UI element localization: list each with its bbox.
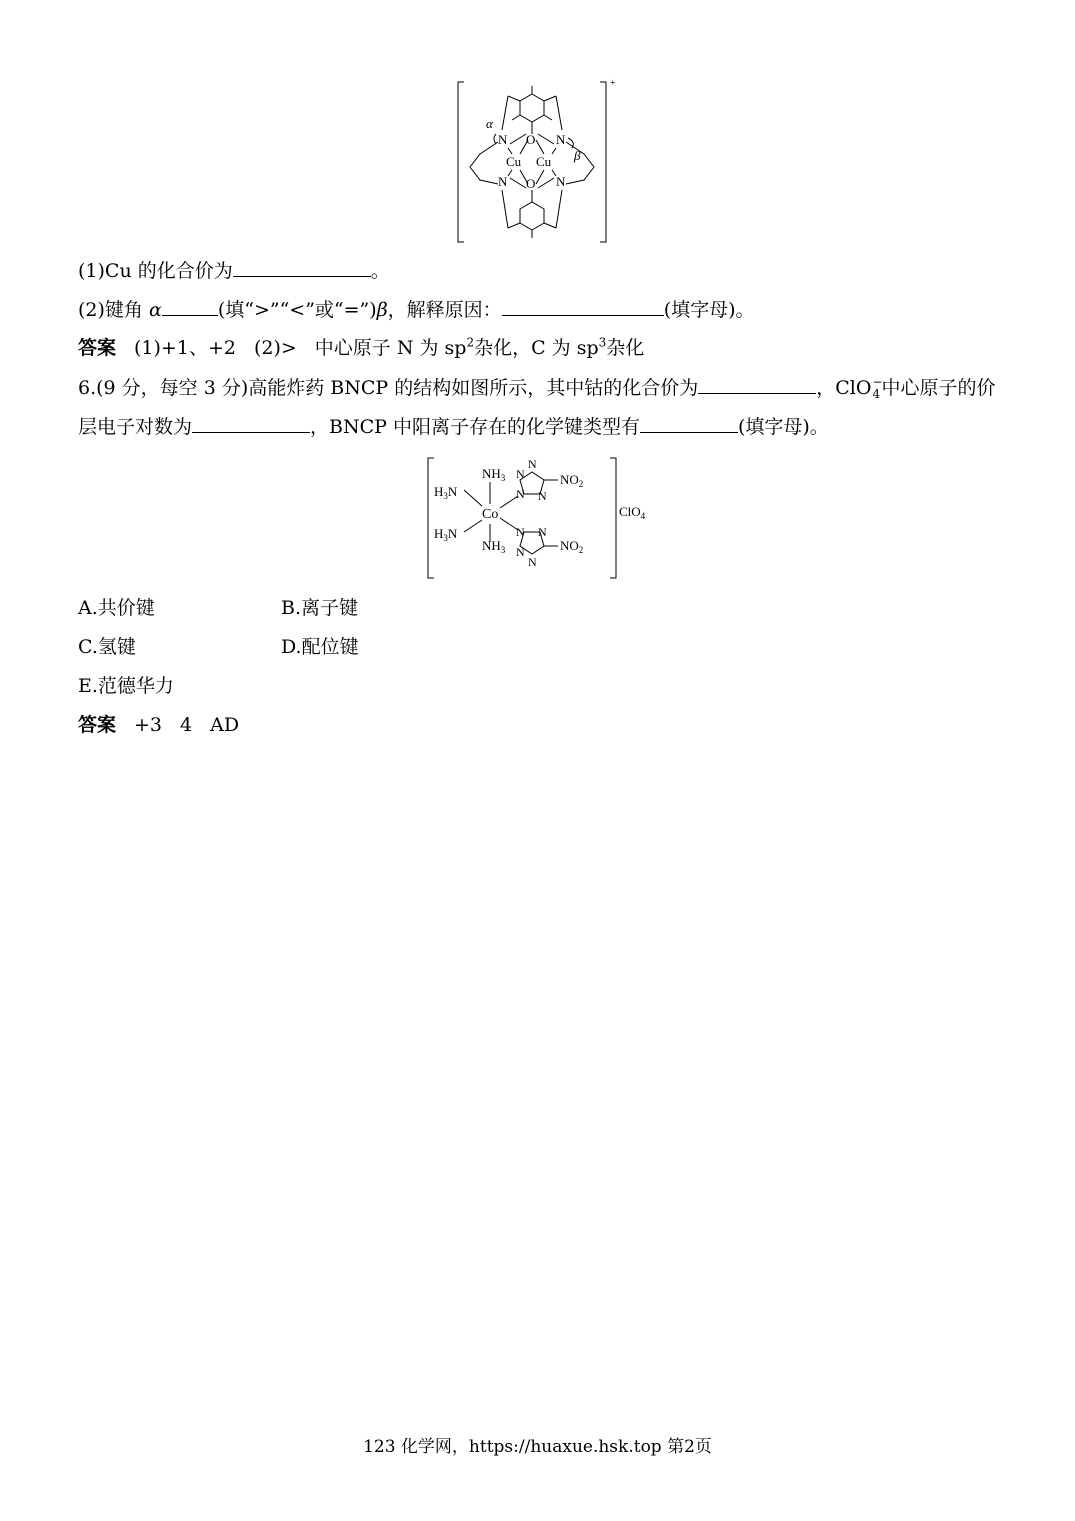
question-2: (2)键角 α (填“>”“<”或“=”)β，解释原因： (填字母)。 [78, 299, 755, 321]
atom-n-top-right: N [556, 132, 566, 147]
nh3-top: $NH_3$ [482, 466, 506, 483]
answer-blank[interactable] [640, 414, 738, 433]
tetrazole-n: N [528, 457, 537, 471]
answer-blank[interactable] [192, 414, 310, 433]
beta-label: β [574, 148, 581, 163]
atom-o-top: O [526, 132, 536, 147]
tetrazole-n: N [538, 525, 547, 539]
h3n-top: $H_3N$ [434, 484, 458, 501]
h3n-bottom: $H_3N$ [434, 526, 458, 543]
tetrazole-n: N [538, 489, 547, 503]
cobalt-atom: Co [482, 507, 499, 522]
tetrazole-n: N [528, 555, 537, 569]
option-b[interactable]: B.离子键 [281, 597, 359, 619]
atom-o-bottom: O [526, 176, 536, 191]
nh3-bottom: $NH_3$ [482, 538, 506, 555]
atom-cu-right: Cu [536, 154, 552, 169]
answer-blank[interactable] [502, 297, 664, 316]
answer-blank[interactable] [698, 375, 816, 394]
atom-cu-left: Cu [506, 154, 522, 169]
copper-complex-structure [440, 72, 630, 247]
question-1: (1)Cu 的化合价为 。 [78, 260, 390, 282]
option-c[interactable]: C.氢键 [78, 636, 136, 658]
bncp-figure [420, 452, 660, 584]
answer-label: 答案 [78, 714, 117, 736]
option-a[interactable]: A.共价键 [78, 597, 155, 619]
copper-complex-figure [440, 72, 630, 247]
option-d[interactable]: D.配位键 [281, 636, 359, 658]
answer-5: 答案 (1)+1、+2 (2)> 中心原子 N 为 $sp^2$杂化，C 为 $sp^3$杂化 [78, 335, 645, 359]
option-e[interactable]: E.范德华力 [78, 675, 174, 697]
question-6-line-1: 6.(9 分，每空 3 分)高能炸药 BNCP 的结构如图所示，其中钴的化合价为 ，ClO − 4 中心原子的价 [78, 375, 996, 401]
question-6-line-2: 层电子对数为 ，BNCP 中阳离子存在的化学键类型有 (填字母)。 [78, 416, 829, 438]
tetrazole-n: N [516, 545, 525, 559]
bncp-structure [420, 452, 660, 584]
alpha-label: α [486, 116, 493, 131]
complex-charge: + [610, 78, 616, 89]
tetrazole-n: N [516, 525, 525, 539]
tetrazole-n: N [516, 487, 525, 501]
tetrazole-n: N [516, 467, 525, 481]
atom-n-bottom-left: N [498, 174, 508, 189]
nitro-group-bottom: $NO_2$ [560, 538, 584, 555]
answer-blank[interactable] [233, 258, 371, 277]
answer-6: 答案 +3 4 AD [78, 714, 240, 736]
atom-n-top-left: N [498, 132, 508, 147]
answer-label: 答案 [78, 337, 117, 359]
answer-blank[interactable] [162, 297, 218, 316]
perchlorate-counter-ion: ClO$_4$ [619, 504, 646, 521]
page-footer: 123 化学网，https://huaxue.hsk.top 第2页 [363, 1437, 712, 1457]
nitro-group-top: $NO_2$ [560, 472, 584, 489]
atom-n-bottom-right: N [556, 174, 566, 189]
